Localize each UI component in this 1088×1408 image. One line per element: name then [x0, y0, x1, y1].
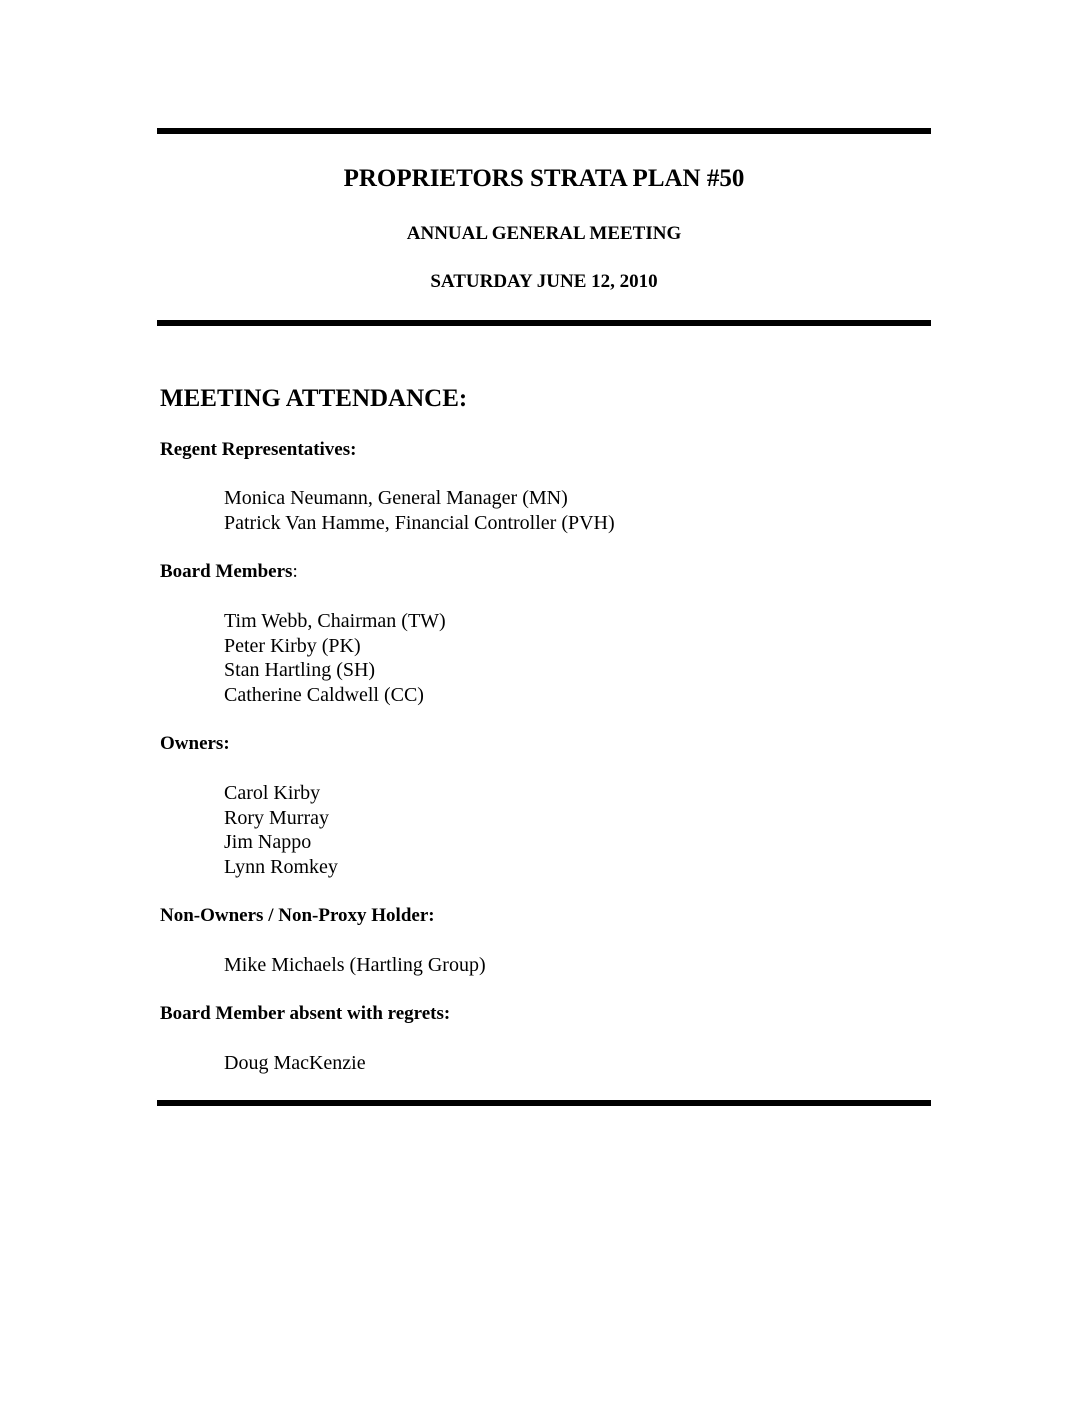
attendee-entry: Jim Nappo	[224, 831, 312, 853]
bottom-rule	[157, 1100, 931, 1106]
group-heading-label: Board Members	[160, 561, 293, 582]
attendee-entry: Tim Webb, Chairman (TW)	[224, 610, 446, 632]
group-heading-suffix: :	[292, 561, 298, 582]
attendee-entry: Stan Hartling (SH)	[224, 659, 376, 681]
board-members-list	[224, 609, 446, 707]
owners-list	[224, 781, 338, 879]
group-heading-non-owners	[160, 905, 435, 927]
attendee-entry: Catherine Caldwell (CC)	[224, 683, 424, 706]
attendee-entry: Carol Kirby	[224, 782, 321, 804]
group-heading-absent-with-regrets	[160, 1003, 450, 1025]
group-heading-board-members	[160, 561, 298, 583]
header-bottom-rule	[157, 320, 931, 326]
regent-representatives-list	[224, 486, 615, 535]
group-heading-owners	[160, 733, 230, 755]
attendee-entry: Patrick Van Hamme, Financial Controller (PVH)	[224, 511, 615, 534]
group-heading-label: Owners:	[160, 733, 230, 754]
document-title: PROPRIETORS STRATA PLAN #50	[343, 165, 745, 192]
meeting-date: SATURDAY JUNE 12, 2010	[430, 271, 658, 292]
top-rule	[157, 128, 931, 134]
attendee-entry: Lynn Romkey	[224, 855, 338, 878]
group-heading-label: Board Member absent with regrets:	[160, 1003, 451, 1024]
non-owners-list	[224, 953, 486, 978]
group-heading-label: Non-Owners / Non-Proxy Holder:	[160, 905, 435, 926]
group-heading-label: Regent Representatives:	[160, 439, 357, 460]
meeting-type: ANNUAL GENERAL MEETING	[406, 223, 682, 244]
group-heading-regent-representatives	[160, 439, 356, 461]
attendee-entry: Mike Michaels (Hartling Group)	[224, 954, 486, 976]
attendee-entry: Rory Murray	[224, 806, 329, 829]
attendee-entry: Monica Neumann, General Manager (MN)	[224, 487, 568, 509]
absent-with-regrets-list	[224, 1051, 366, 1076]
attendee-entry: Doug MacKenzie	[224, 1052, 366, 1074]
attendee-entry: Peter Kirby (PK)	[224, 634, 361, 657]
section-heading-attendance: MEETING ATTENDANCE:	[160, 385, 468, 412]
